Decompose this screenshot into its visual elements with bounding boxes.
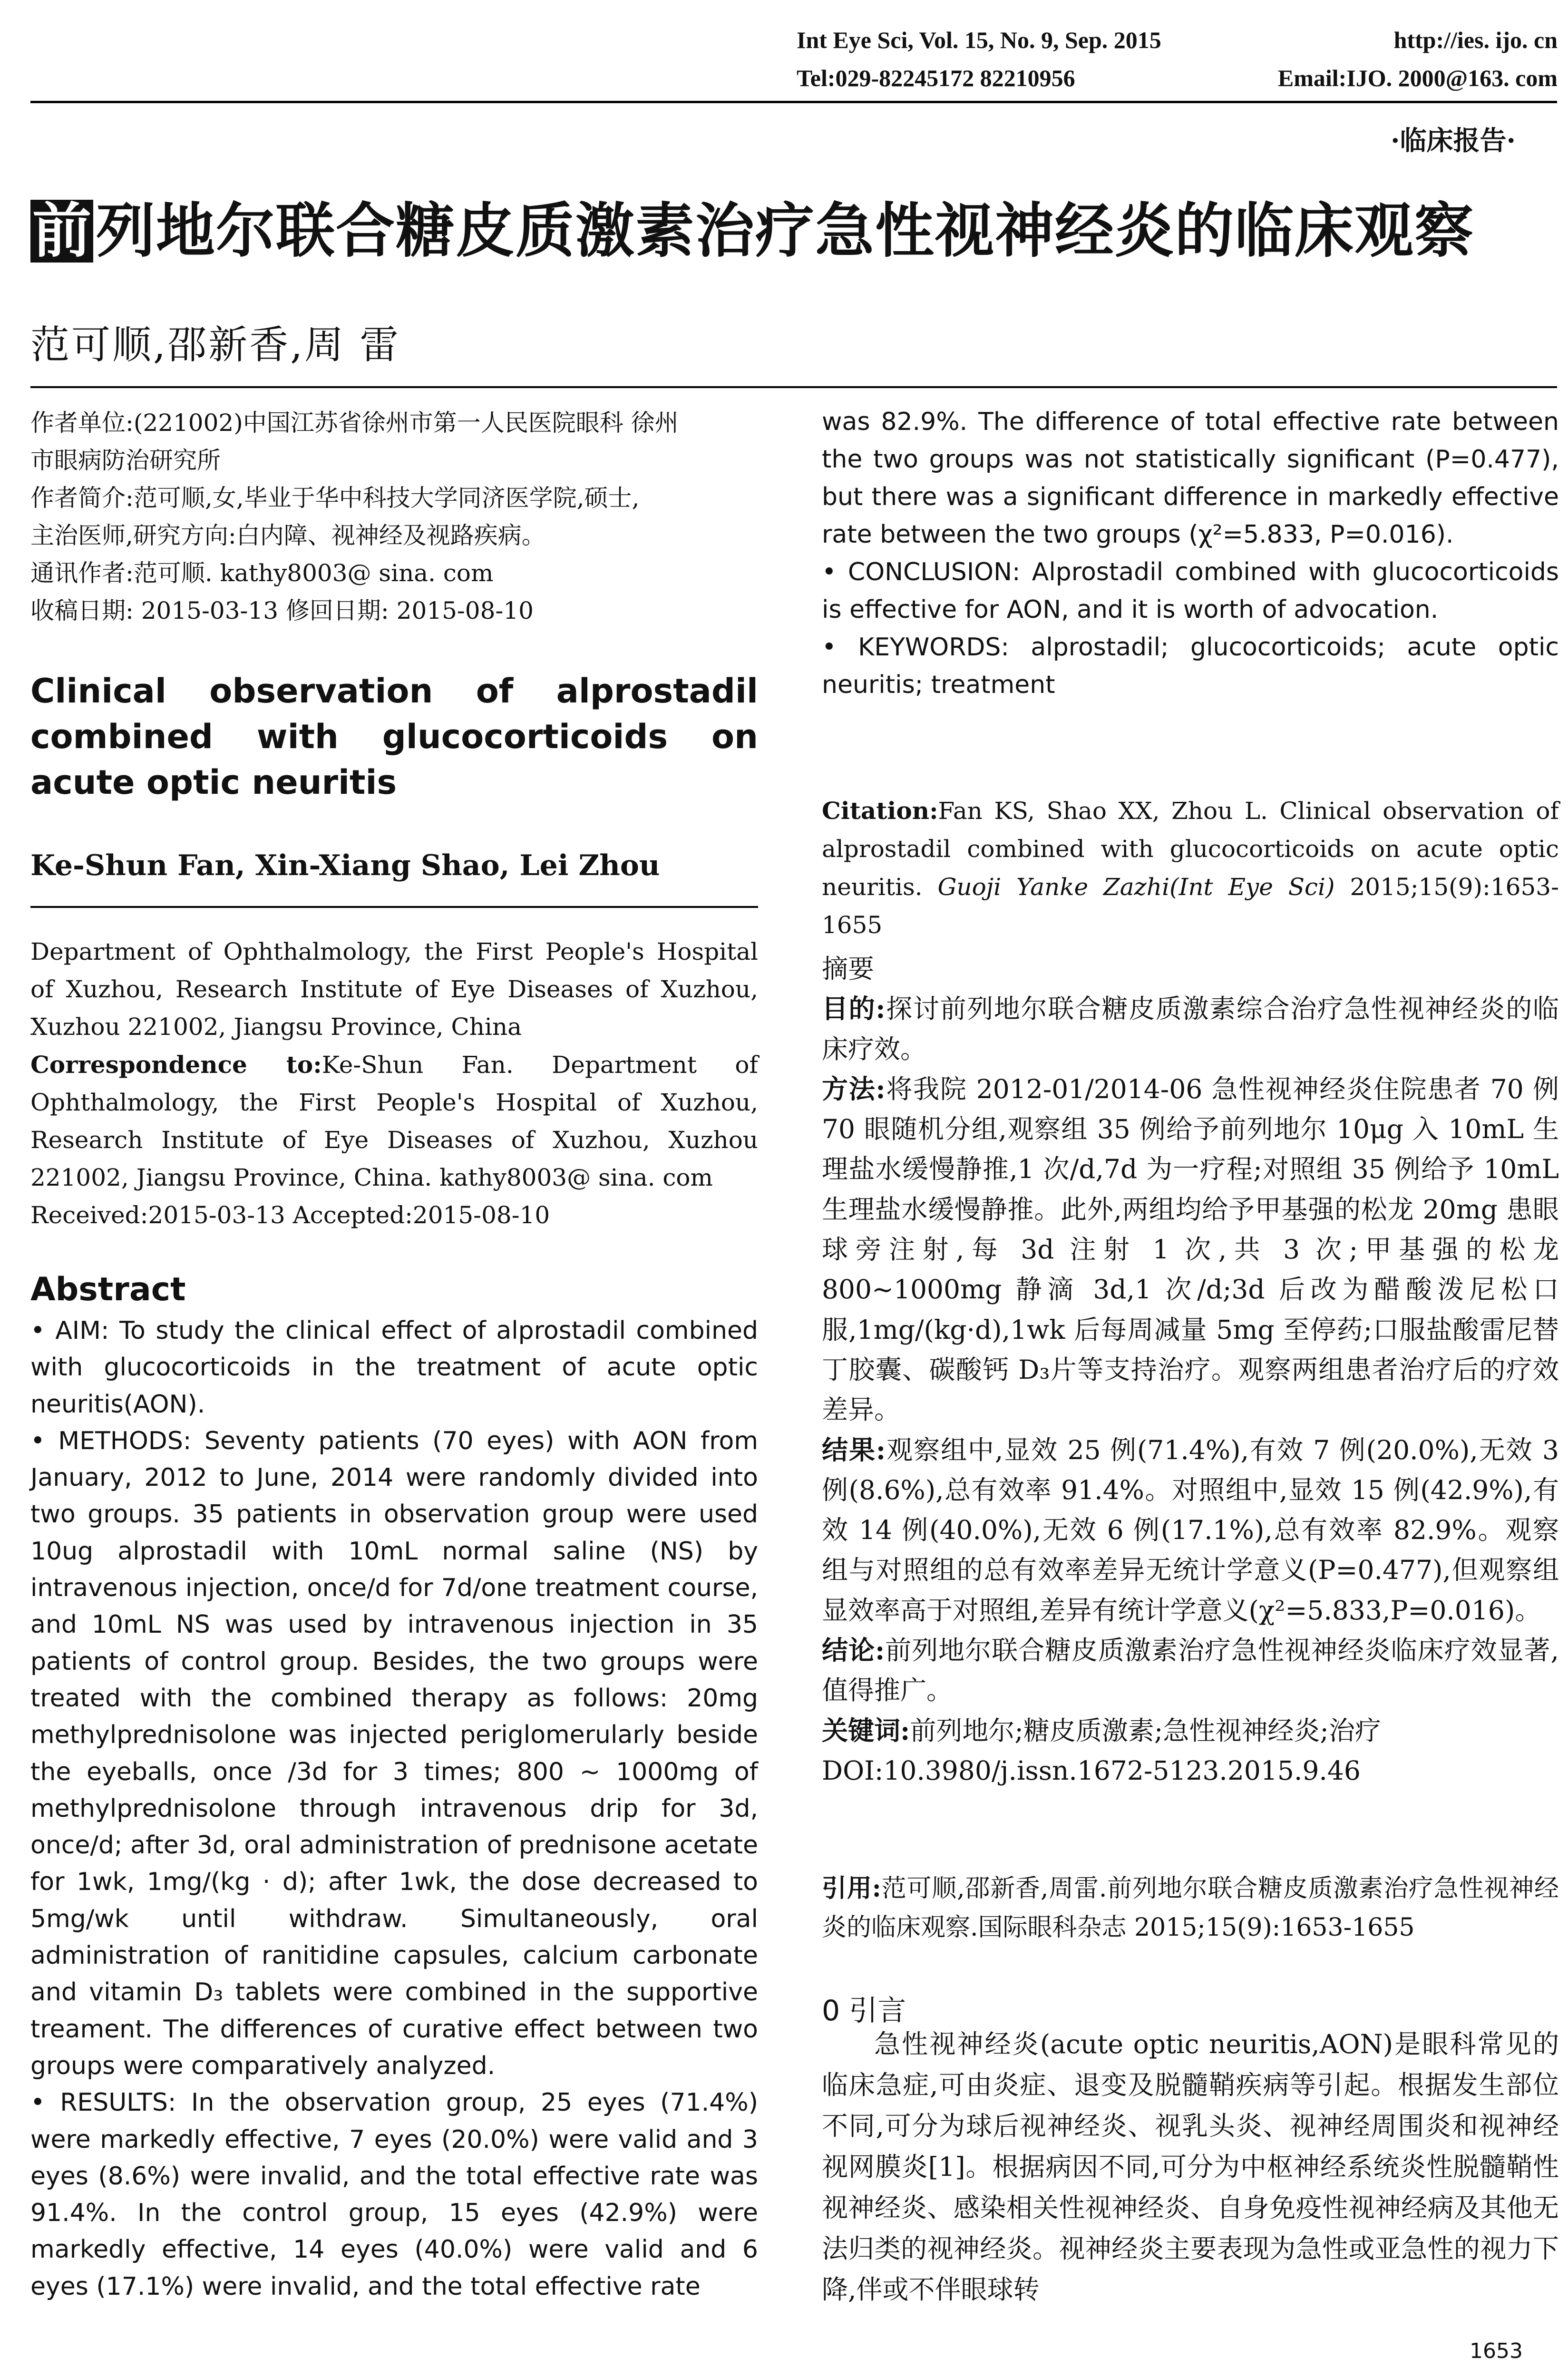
author-intro-line: 作者简介:范可顺,女,毕业于华中科技大学同济医学院,硕士, <box>30 484 640 512</box>
english-received-dates: Received:2015-03-13 Accepted:2015-08-10 <box>30 1201 550 1229</box>
abstract-zh-heading: 摘要 <box>822 954 875 984</box>
abstract-results-cont: was 82.9%. The difference of total effective rate between the two groups was not statistically significant (P=0.477), but there was a significant difference in markedly effective rate between the two groups (χ²=5.833, P=0.016). <box>822 408 1559 549</box>
english-authors: Ke-Shun Fan, Xin-Xiang Shao, Lei Zhou <box>30 849 660 882</box>
citation-zh <box>822 1869 1559 1947</box>
results-label: 结果: <box>822 1434 886 1465</box>
journal-email: Email:IJO. 2000@163. com <box>1277 65 1558 91</box>
citation-zh-label: 引用: <box>822 1874 881 1903</box>
english-affiliation <box>30 933 758 1234</box>
journal-citation: Int Eye Sci, Vol. 15, No. 9, Sep. 2015 <box>797 27 1161 53</box>
citation-journal: Guoji Yanke Zazhi(Int Eye Sci) <box>937 873 1335 901</box>
conclusion-label: 结论: <box>822 1635 885 1666</box>
received-dates: 收稿日期: 2015-03-13 修回日期: 2015-08-10 <box>30 597 534 624</box>
affiliation-zh <box>30 404 758 630</box>
intro-heading: 0 引言 <box>822 1994 906 2027</box>
contact-header-line <box>797 64 1558 92</box>
section-label: ·临床报告· <box>1391 125 1516 156</box>
citation-zh-text: 范可顺,邵新香,周雷.前列地尔联合糖皮质激素治疗急性视神经炎的临床观察.国际眼科杂志 2015;15(9):1653-1655 <box>822 1874 1559 1942</box>
abstract-results: • RESULTS: In the observation group, 25 eyes (71.4%) were markedly effective, 7 eyes (20.0%) were valid and 3 eyes (8.6%) were invalid, and the total effective rate was 91.4%. In the control group, 15 eyes (42.9%) were markedly effective, 14 eyes (40.0%) were valid and 6 eyes (17.1%) were invalid, and the total effective rate <box>30 2088 758 2301</box>
citation-en <box>822 792 1559 944</box>
keywords-label: 关键词: <box>822 1715 910 1746</box>
corresponding-author: 通讯作者:范可顺. kathy8003@ sina. com <box>30 559 494 587</box>
aim-text: 探讨前列地尔联合糖皮质激素综合治疗急性视神经炎的临床疗效。 <box>822 994 1559 1064</box>
keywords-text: 前列地尔;糖皮质激素;急性视神经炎;治疗 <box>910 1715 1381 1746</box>
title-first-char: 前 <box>30 200 93 263</box>
english-department: Department of Ophthalmology, the First People's Hospital of Xuzhou, Research Institute of Eye Diseases of Xuzhou, Xuzhou 221002, Jiangsu Province, China <box>30 938 758 1041</box>
correspondence <box>30 1046 758 1197</box>
journal-header-line <box>797 26 1558 54</box>
english-authors-rule <box>30 906 758 908</box>
citation-ref: 2015;15(9):1653-1655 <box>822 873 1559 939</box>
abstract-conclusion: • CONCLUSION: Alprostadil combined with glucocorticoids is effective for AON, and it is worth of advocation. <box>822 558 1559 624</box>
citation-label: Citation: <box>822 797 938 825</box>
article-title <box>30 196 1475 265</box>
conclusion-text: 前列地尔联合糖皮质激素治疗急性视神经炎临床疗效显著,值得推广。 <box>822 1635 1559 1706</box>
title-text: 列地尔联合糖皮质激素治疗急性视神经炎的临床观察 <box>96 196 1475 265</box>
abstract-aim: • AIM: To study the clinical effect of alprostadil combined with glucocorticoids in the treatment of acute optic neuritis(AON). <box>30 1316 758 1419</box>
methods-text: 将我院 2012-01/2014-06 急性视神经炎住院患者 70 例 70 眼随机分组,观察组 35 例给予前列地尔 10μg 入 10mL 生理盐水缓慢静推,1 次/d,7d 为一疗程;对照组 35 例给予 10mL 生理盐水缓慢静推。此外,两组均给予甲基强的松龙 20mg 患眼球旁注射,每 3d 注射 1 次,共 3 次;甲基强的松龙 800~1000mg 静滴 3d,1 次/d;3d 后改为醋酸泼尼松口服,1mg/(kg·d),1wk 后每周减量 5mg 至停药;口服盐酸雷尼替丁胶囊、碳酸钙 D₃片等支持治疗。观察两组患者治疗后的疗效差异。 <box>822 1073 1559 1425</box>
authors-zh: 范可顺,邵新香,周 雷 <box>30 322 401 368</box>
header-rule <box>30 101 1557 103</box>
abstract-zh <box>822 949 1559 1791</box>
doi: DOI:10.3980/j.issn.1672-5123.2015.9.46 <box>822 1755 1361 1786</box>
abstract-keywords: • KEYWORDS: alprostadil; glucocorticoids; acute optic neuritis; treatment <box>822 633 1559 699</box>
intro-text <box>822 2024 1559 2310</box>
affiliation-line: 市眼病防治研究所 <box>30 447 221 474</box>
affiliation-line: 作者单位:(221002)中国江苏省徐州市第一人民医院眼科 徐州 <box>30 409 679 437</box>
correspondence-label: Correspondence to: <box>30 1051 322 1079</box>
methods-label: 方法: <box>822 1073 886 1104</box>
journal-phone: Tel:029-82245172 82210956 <box>797 65 1075 91</box>
author-intro-line: 主治医师,研究方向:白内障、视神经及视路疾病。 <box>30 522 545 549</box>
results-text: 观察组中,显效 25 例(71.4%),有效 7 例(20.0%),无效 3 例(8.6%),总有效率 91.4%。对照组中,显效 15 例(42.9%),有效 14 例(40.0%),无效 6 例(17.1%),总有效率 82.9%。观察组与对照组的总有效率差异无统计学意义(P=0.477),但观察组显效率高于对照组,差异有统计学意义(χ²=5.833,P=0.016)。 <box>822 1434 1559 1626</box>
correspondence-text: Ke-Shun Fan. Department of Ophthalmology, the First People's Hospital of Xuzhou, Research Institute of Eye Diseases of Xuzhou, Xuzhou 221002, Jiangsu Province, China. kathy8003@ sina. com <box>30 1051 758 1191</box>
intro-paragraph: 急性视神经炎(acute optic neuritis,AON)是眼科常见的临床急症,可由炎症、退变及脱髓鞘疾病等引起。根据发生部位不同,可分为球后视神经炎、视乳头炎、视神经周围炎和视神经视网膜炎[1]。根据病因不同,可分为中枢神经系统炎性脱髓鞘性视神经炎、感染相关性视神经炎、自身免疫性视神经病及其他无法归类的视神经炎。视神经炎主要表现为急性或亚急性的视力下降,伴或不伴眼球转 <box>822 2029 1559 2305</box>
english-title: Clinical observation of alprostadil combined with glucocorticoids on acute optic neuritis <box>30 672 758 802</box>
journal-url: http://ies. ijo. cn <box>1393 27 1558 53</box>
abstract-en <box>30 1313 758 2305</box>
authors-rule <box>30 386 1557 388</box>
aim-label: 目的: <box>822 993 886 1024</box>
citation-text: Fan KS, Shao XX, Zhou L. Clinical observation of alprostadil combined with glucocorticoids on acute optic neuritis. <box>822 797 1559 901</box>
page-number: 1653 <box>1470 2339 1523 2363</box>
abstract-heading: Abstract <box>30 1271 186 1308</box>
abstract-en-continued <box>822 403 1559 704</box>
abstract-methods: • METHODS: Seventy patients (70 eyes) with AON from January, 2012 to June, 2014 were randomly divided into two groups. 35 patients in observation group were used 10ug alprostadil with 10mL normal saline (NS) by intravenous injection, once/d for 7d/one treatment course, and 10mL NS was used by intravenous injection in 35 patients of control group. Besides, the two groups were treated with the combined therapy as follows: 20mg methylprednisolone was injected periglomerularly beside the eyeballs, once /3d for 3 times; 800 ~ 1000mg of methylprednisolone through intravenous drip for 3d, once/d; after 3d, oral administration of prednisone acetate for 1wk, 1mg/(kg · d); after 1wk, the dose decreased to 5mg/wk until withdraw. Simultaneously, oral administration of ranitidine capsules, calcium carbonate and vitamin D₃ tablets were combined in the supportive treament. The differences of curative effect between two groups were comparatively analyzed. <box>30 1426 758 2080</box>
